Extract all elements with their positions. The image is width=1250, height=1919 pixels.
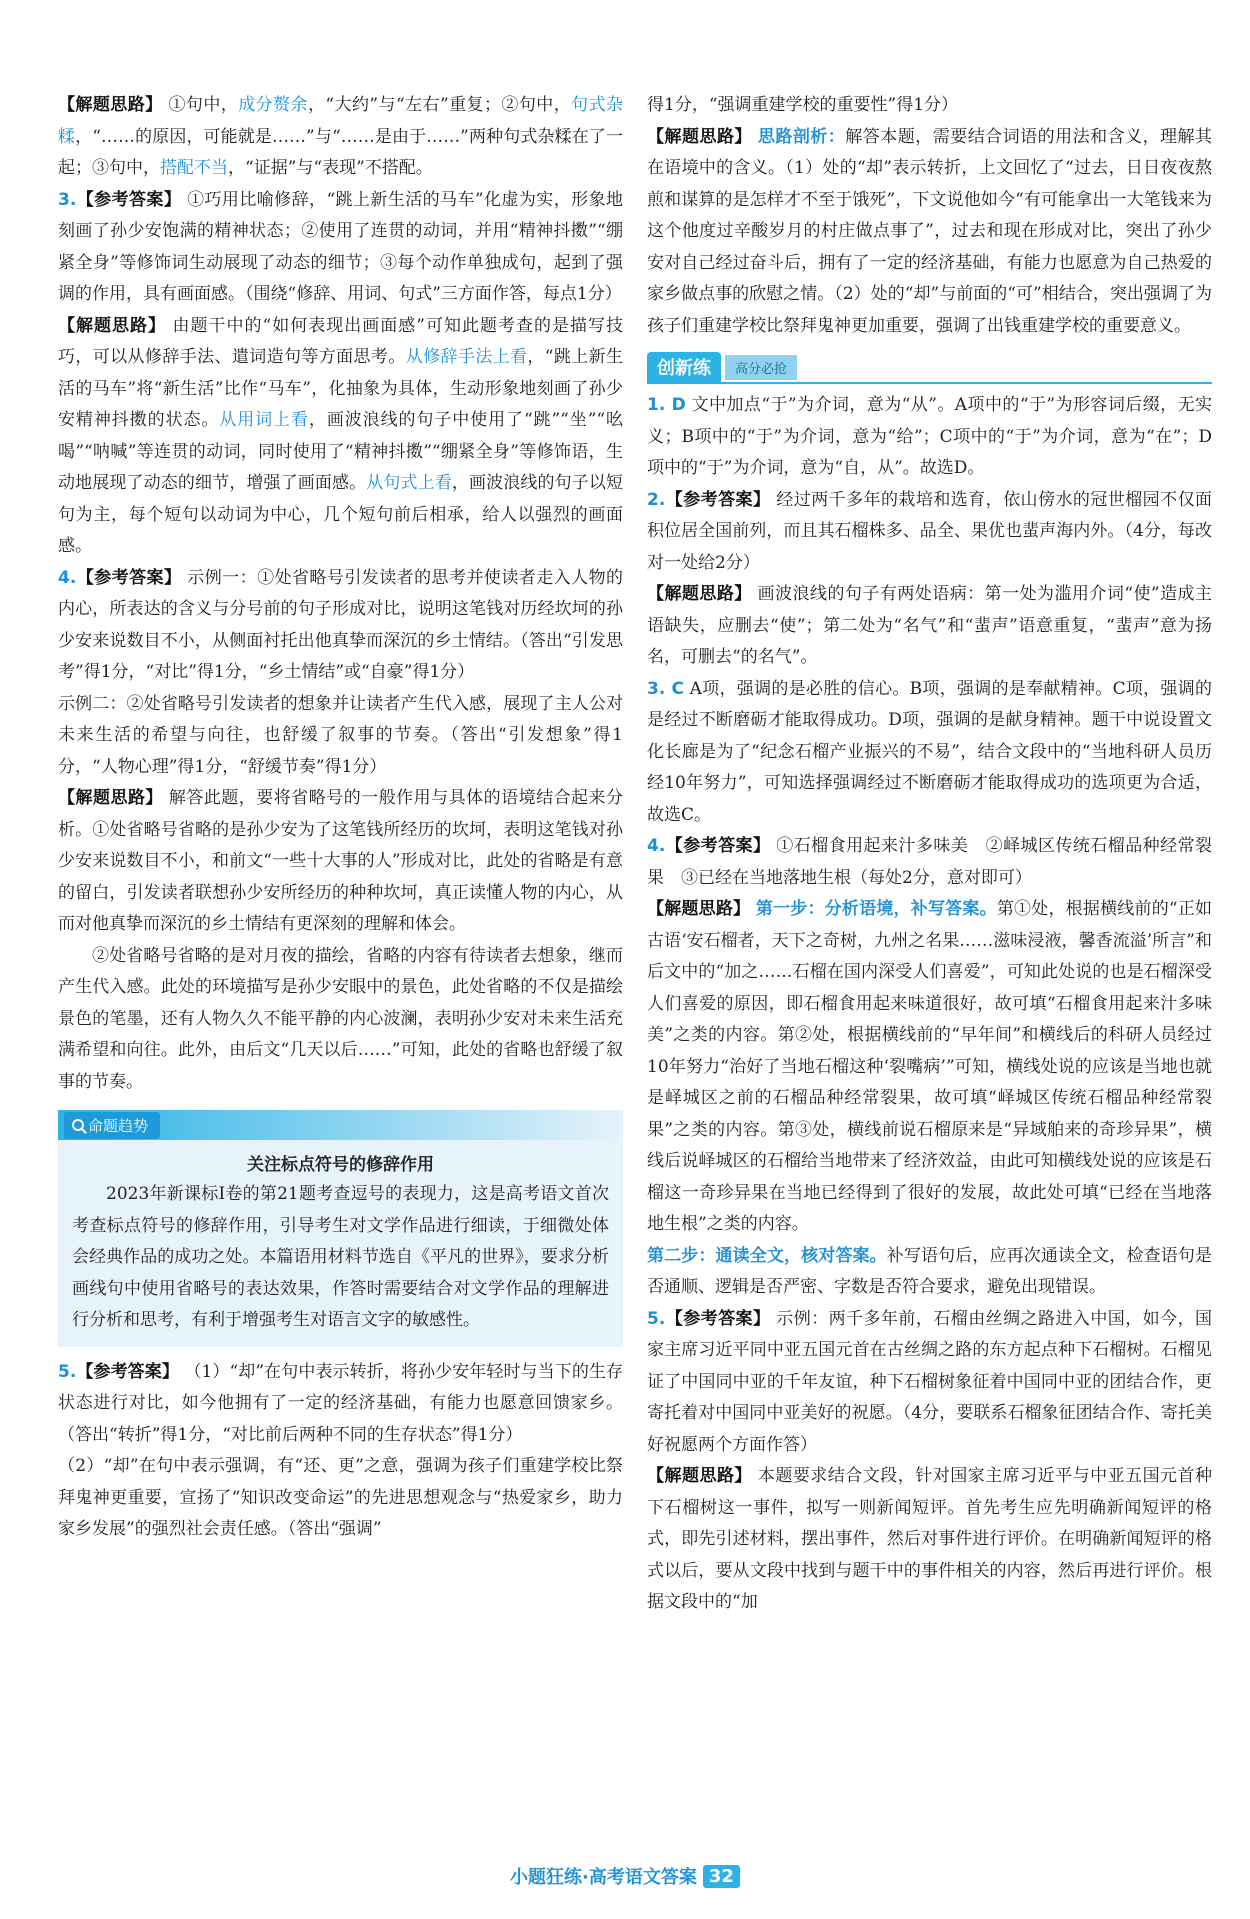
c4-explanation: 【解题思路】 第一步：分析语境，补写答案。第①处，根据横线前的“正如古语‘安石榴者，天下之奇树，九州之名果……滋味浸液，馨香流溢’所言”和后文中的“加之……石榴在国内深受人们喜爱”，可知此处说的也是石榴深受人们喜爱的原因，即石榴食用起来味道很好，故可填“石榴食用起来汁多味美”之类的内容。第②处，根据横线前的“早年间”和横线后的科研人员经过10年努力“治好了当地石榴这种‘裂嘴病’”可知，横线处说的应该是当地也就是峄城区之前的石榴品种经常裂果，故可填“峄城区传统石榴品种经常裂果”之类的内容。第③处，横线前说石榴原来是“异域舶来的奇珍异果”，横线后说峄城区的石榴给当地带来了经济效益，由此可知横线处说的应该是石榴这一奇珍异果在当地已经得到了很好的发展，故此处可填“已经在当地落地生根”之类的内容。 (647, 899, 1213, 1234)
footer-title: 小题狂练·高考语文答案 (510, 1867, 697, 1888)
c3-answer: 3. C A项，强调的是必胜的信心。B项，强调的是奉献精神。C项，强调的是经过不断磨砺才能取得成功。D项，强调的是献身精神。题干中说设置文化长廊是为了“纪念石榴产业振兴的不易”，结合文段中的“当地科研人员历经10年努力”，可知选择强调经过不断磨砺才能取得成功的选项更为合适，故选C。 (647, 678, 1213, 825)
label-solution: 【解题思路】 (58, 315, 167, 336)
label-answer: 【参考答案】 (76, 1361, 179, 1382)
c4-explanation-step2: 第二步：通读全文，核对答案。补写语句后，应再次通读全文，检查语句是否通顺、逻辑是否严密、字数是否符合要求，避免出现错误。 (647, 1245, 1212, 1297)
q4-explanation-part2: ②处省略号省略的是对月夜的描绘，省略的内容有待读者去想象，继而产生代入感。此处的环境描写是孙少安眼中的景色，此处省略的不仅是描绘景色的笔墨，还有人物久久不能平静的内心波澜，表明孙少安对未来生活充满希望和向往。此外，由后文“几天以后……”可知，此处的省略也舒缓了叙事的节奏。 (58, 945, 623, 1092)
trend-box (58, 1110, 623, 1347)
label-answer: 【参考答案】 (665, 489, 771, 510)
q3-answer: 3.【参考答案】 ①巧用比喻修辞，“跳上新生活的马车”化虚为实，形象地刻画了孙少安饱满的精神状态；②使用了连贯的动词，并用“精神抖擞”“绷紧全身”等修饰词生动展现了动态的细节；③每个动作单独成句，起到了强调的作用，具有画面感。（围绕“修辞、用词、句式”三方面作答，每点1分） (58, 189, 623, 304)
q5-explanation: 【解题思路】 思路剖析：解答本题，需要结合词语的用法和含义，理解其在语境中的含义。（1）处的“却”表示转折，上文回忆了“过去，日日夜夜熬煎和谋算的是怎样才不至于饿死”，下文说他如今“有可能拿出一大笔钱来为这个他度过辛酸岁月的村庄做点事了”，过去和现在形成对比，突出了孙少安对自己经过奋斗后，拥有了一定的经济基础，有能力也愿意为自己热爱的家乡做点事的欣慰之情。（2）处的“却”与前面的“可”相结合，突出强调了为孩子们重建学校比祭拜鬼神更加重要，强调了出钱重建学校的重要意义。 (647, 126, 1213, 336)
magnifier-icon (72, 1119, 84, 1131)
q4-answer: 4.【参考答案】 示例一：①处省略号引发读者的思考并使读者走入人物的内心，所表达的含义与分号前的句子形成对比，说明这笔钱对历经坎坷的孙少安来说数目不小，从侧面衬托出他真挚而深沉的乡土情结。（答出“引发思考”得1分，“对比”得1分，“乡土情结”或“自豪”得1分） (58, 567, 624, 682)
label-solution: 【解题思路】 (58, 788, 163, 808)
two-column-layout (58, 90, 1212, 1619)
trend-header (58, 1110, 623, 1140)
c5-answer: 5.【参考答案】 示例：两千多年前，石榴由丝绸之路进入中国，如今，国家主席习近平同中亚五国元首在古丝绸之路的东方起点种下石榴树。石榴见证了中国同中亚的千年友谊，种下石榴树象征着中国同中亚的团结合作，更寄托着对中国同中亚美好的祝愿。（4分，要联系石榴象征团结合作、寄托美好祝愿两个方面作答） (647, 1308, 1213, 1455)
label-answer: 【参考答案】 (665, 1308, 771, 1329)
question-number: 3. (58, 189, 77, 210)
label-solution: 【解题思路】 (58, 95, 163, 115)
question-number: 3. C (647, 678, 684, 699)
page-number: 32 (703, 1865, 740, 1888)
q4-example-two: 示例二：②处省略号引发读者的想象并让读者产生代入感，展现了主人公对未来生活的希望与向往，也舒缓了叙事的节奏。（答出“引发想象”得1分，“人物心理”得1分，“舒缓节奏”得1分） (58, 693, 623, 777)
c2-answer: 2.【参考答案】 经过两千多年的栽培和选育，依山傍水的冠世榴园不仅面积位居全国前列，而且其石榴株多、品全、果优也蜚声海内外。（4分，每改对一处给2分） (647, 489, 1213, 573)
q5-answer-continued: 得1分，“强调重建学校的重要性”得1分） (647, 95, 959, 115)
c2-explanation: 【解题思路】 画波浪线的句子有两处语病：第一处为滥用介词“使”造成主语缺失，应删去“使”；第二处为“名气”和“蜚声”语意重复，“蜚声”意为扬名，可删去“的名气”。 (647, 584, 1212, 667)
left-column (58, 90, 623, 1619)
innovation-section-header (647, 352, 1212, 384)
label-answer: 【参考答案】 (76, 567, 182, 588)
label-solution: 【解题思路】 (647, 1466, 752, 1486)
label-solution: 【解题思路】 (647, 899, 751, 919)
question-number: 4. (647, 836, 666, 856)
label-solution: 【解题思路】 (647, 584, 752, 604)
q5-answer: 5.【参考答案】 （1）“却”在句中表示转折，将孙少安年轻时与当下的生存状态进行对比，如今他拥有了一定的经济基础，有能力也愿意回馈家乡。（答出“转折”得1分，“对比前后两种不同的生存状态”得1分） (58, 1361, 623, 1445)
trend-title: 关注标点符号的修辞作用 (247, 1155, 434, 1175)
q2-explanation: 【解题思路】 ①句中，成分赘余，“大约”与“左右”重复；②句中，句式杂糅，“……的原因，可能就是……”与“……是由于……”两种句式杂糅在了一起；③句中，搭配不当，“证据”与“表现”不搭配。 (58, 95, 624, 178)
q4-explanation: 【解题思路】 解答此题，要将省略号的一般作用与具体的语境结合起来分析。①处省略号省略的是孙少安为了这笔钱所经历的坎坷，表明这笔钱对孙少安来说数目不小，和前文“一些十大事的人”形成对比，此处的省略是有意的留白，引发读者联想孙少安所经历的种种坎坷，真正读懂人物的内心，从而对他真挚而深沉的乡土情结有更深刻的理解和体会。 (58, 788, 624, 934)
question-number: 2. (647, 489, 666, 510)
section-tag: 创新练 (647, 352, 721, 382)
label-answer: 【参考答案】 (76, 189, 182, 210)
question-number: 5. (58, 1361, 77, 1382)
c4-answer: 4.【参考答案】 ①石榴食用起来汁多味美 ②峄城区传统石榴品种经常裂果 ③已经在当地落地生根（每处2分，意对即可） (647, 836, 1213, 888)
label-solution: 【解题思路】 (647, 126, 752, 147)
c5-explanation: 【解题思路】 本题要求结合文段，针对国家主席习近平与中亚五国元首种下石榴树这一事件，拟写一则新闻短评。首先考生应先明确新闻短评的格式，即先引述材料，摆出事件，然后对事件进行评价。在明确新闻短评的格式以后，要从文段中找到与题干中的事件相关的内容，然后再进行评价。根据文段中的“加 (647, 1466, 1213, 1612)
trend-text: 2023年新课标Ⅰ卷的第21题考查逗号的表现力，这是高考语文首次考查标点符号的修辞作用，引导考生对文学作品进行细读，于细微处体会经典作品的成功之处。本篇语用材料节选自《平凡的世界》，要求分析画线句中使用省略号的表达效果，作答时需要结合对文学作品的理解进行分析和思考，有利于增强考生对语言文字的敏感性。 (72, 1184, 609, 1330)
label-answer: 【参考答案】 (665, 836, 771, 856)
question-number: 5. (647, 1308, 666, 1329)
question-number: 1. D (647, 395, 686, 415)
c1-answer: 1. D 文中加点“于”为介词，意为“从”。A项中的“于”为形容词后缀，无实义；B项中的“于”为介词，意为“给”；C项中的“于”为介词，意为“在”；D项中的“于”为介词，意为“自，从”。故选D。 (647, 395, 1213, 478)
trend-badge: 命题趋势 (64, 1112, 160, 1139)
right-column (647, 90, 1212, 1619)
page-footer (0, 1863, 1250, 1889)
section-subtag: 高分必抢 (725, 355, 797, 380)
q3-explanation: 【解题思路】 由题干中的“如何表现出画面感”可知此题考查的是描写技巧，可以从修辞手法、遣词造句等方面思考。从修辞手法上看，“跳上新生活的马车”将“新生活”比作“马车”，化抽象为具体，生动形象地刻画了孙少安精神抖擞的状态。从用词上看，画波浪线的句子中使用了“跳”“坐”“吆喝”“呐喊”等连贯的动词，同时使用了“精神抖擞”“绷紧全身”等修饰语，生动地展现了动态的细节，增强了画面感。从句式上看，画波浪线的句子以短句为主，每个短句以动词为中心，几个短句前后相承，给人以强烈的画面感。 (58, 315, 624, 556)
q5-answer-part2: （2）“却”在句中表示强调，有“还、更”之意，强调为孩子们重建学校比祭拜鬼神更重要，宣扬了“知识改变命运”的先进思想观念与“热爱家乡，助力家乡发展”的强烈社会责任感。（答出“强调” (58, 1456, 623, 1539)
question-number: 4. (58, 567, 77, 588)
